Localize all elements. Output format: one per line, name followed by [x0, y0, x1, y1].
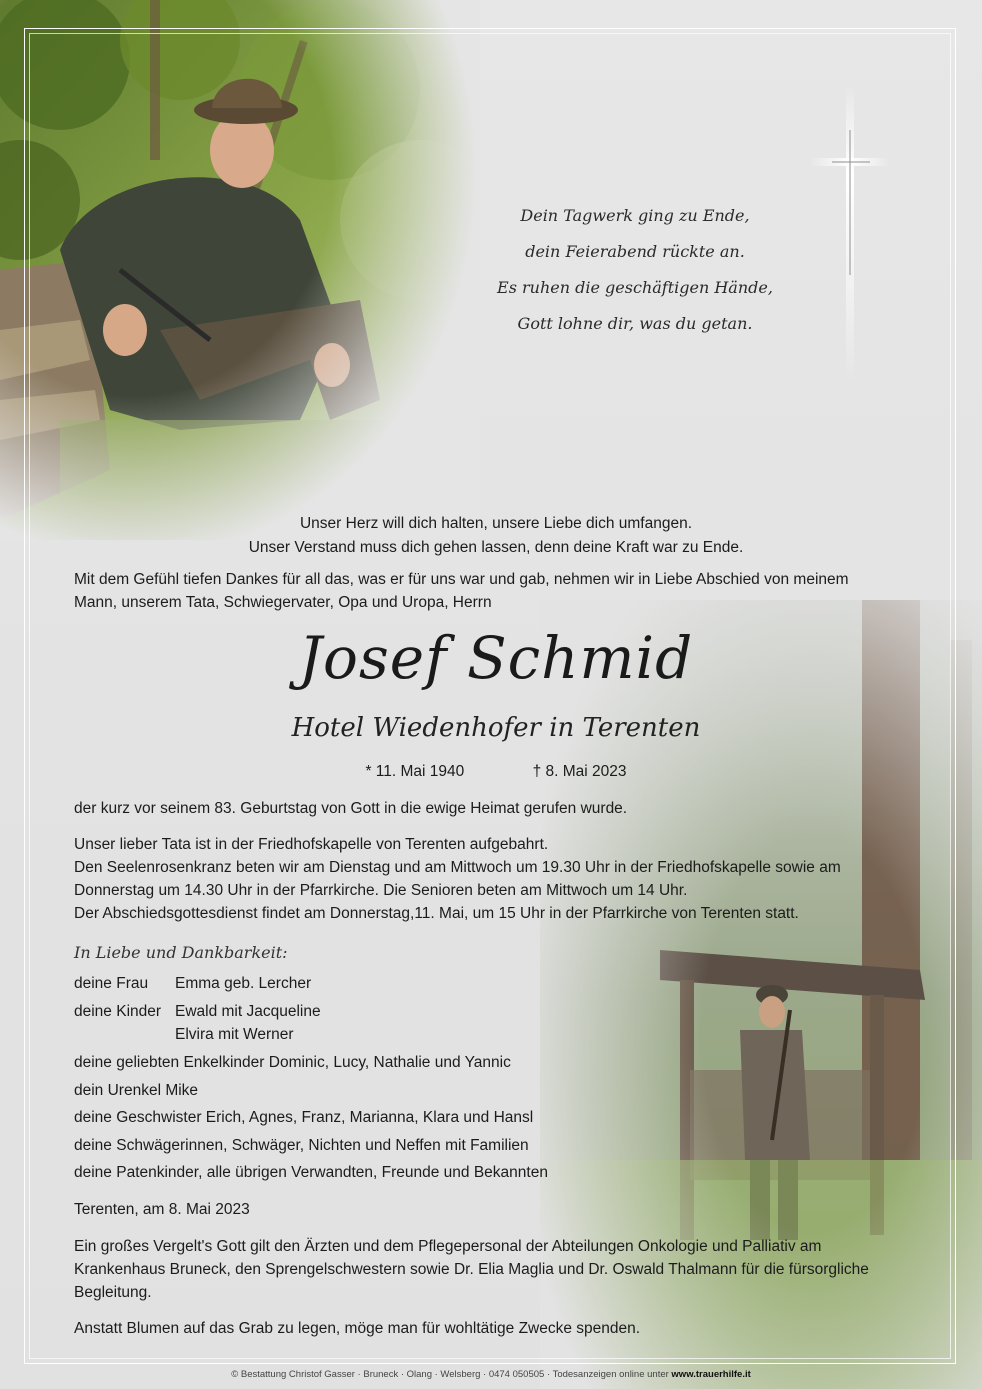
thanks-paragraph [74, 568, 918, 614]
list-item: deine Geschwister Erich, Agnes, Franz, Marianna, Klara und Hansl [74, 1109, 534, 1126]
intro-line: Unser Verstand muss dich gehen lassen, denn deine Kraft war zu Ende. [248, 539, 744, 556]
list-item: dein Urenkel Mike [74, 1081, 199, 1099]
intro-line: Unser Herz will dich halten, unsere Liebe dich umfangen. [299, 515, 693, 532]
gratitude-line: Krankenhaus Bruneck, den Sprengelschwestern sowie Dr. Elia Maglia und Dr. Oswald Thalmann für die fürsorgliche [74, 1261, 869, 1278]
gratitude-paragraph [74, 1235, 918, 1304]
donation-note: Anstatt Blumen auf das Grab zu legen, möge man für wohltätige Zwecke spenden. [74, 1320, 641, 1337]
poem-line: dein Feierabend rückte an. [525, 242, 745, 261]
list-item [74, 1025, 674, 1049]
children-label: deine Kinder [74, 1002, 162, 1020]
arrangements [74, 833, 918, 925]
thanks-line-2: Mann, unserem Tata, Schwiegervater, Opa und Uropa, Herrn [74, 594, 492, 611]
list-item [74, 970, 674, 998]
footer-text: © Bestattung Christof Gasser · Bruneck · Olang · Welsberg · 0474 050505 · Todesanzeigen online unter [231, 1369, 672, 1380]
arrangement-line: Den Seelenrosenkranz beten wir am Dienstag und am Mittwoch um 19.30 Uhr in der Friedhofskapelle sowie am [74, 859, 841, 876]
life-dates [74, 760, 918, 784]
footer [0, 1368, 982, 1382]
death-date: † 8. Mai 2023 [532, 763, 627, 780]
footer-link[interactable]: www.trauerhilfe.it [671, 1369, 751, 1380]
cross-icon [810, 85, 890, 385]
poem-line: Gott lohne dir, was du getan. [517, 314, 753, 333]
wife-label: deine Frau [74, 975, 149, 992]
intro [74, 512, 918, 560]
child-1: Ewald mit Jacqueline [175, 1002, 321, 1020]
poem-line: Es ruhen die geschäftigen Hände, [497, 278, 773, 297]
thanks-line-1: Mit dem Gefühl tiefen Dankes für all das, was er für uns war und gab, nehmen wir in Liebe Abschied von meinem [74, 571, 849, 588]
summary: der kurz vor seinem 83. Geburtstag von Gott in die ewige Heimat gerufen wurde. [74, 800, 628, 817]
list-item: deine Schwägerinnen, Schwäger, Nichten und Neffen mit Familien [74, 1136, 529, 1154]
place-date: Terenten, am 8. Mai 2023 [74, 1201, 250, 1218]
wife-name: Emma geb. Lercher [175, 975, 312, 992]
deceased-subtitle: Hotel Wiedenhofer in Terenten [291, 713, 701, 743]
poem-line: Dein Tagwerk ging zu Ende, [520, 206, 750, 225]
mourners-list [74, 970, 674, 1187]
arrangement-line: Der Abschiedsgottesdienst findet am Donnerstag,11. Mai, um 15 Uhr in der Pfarrkirche von Terenten statt. [74, 905, 799, 922]
gratitude-line: Begleitung. [74, 1284, 152, 1301]
arrangement-line: Donnerstag um 14.30 Uhr in der Pfarrkirche. Die Senioren beten am Mittwoch um 14 Uhr. [74, 882, 688, 899]
child-2: Elvira mit Werner [175, 1026, 294, 1043]
list-item: deine Patenkinder, alle übrigen Verwandten, Freunde und Bekannten [74, 1164, 548, 1181]
gratitude-line: Ein großes Vergelt's Gott gilt den Ärzten und dem Pflegepersonal der Abteilungen Onkologie und Palliativ am [74, 1238, 822, 1255]
mourners-heading: In Liebe und Dankbarkeit: [74, 943, 288, 962]
birth-date: * 11. Mai 1940 [365, 763, 465, 780]
list-item: deine geliebten Enkelkinder Dominic, Lucy, Nathalie und Yannic [74, 1054, 511, 1071]
arrangement-line: Unser lieber Tata ist in der Friedhofskapelle von Terenten aufgebahrt. [74, 836, 549, 853]
deceased-name: Josef Schmid [298, 624, 694, 692]
poem [470, 198, 800, 342]
list-item [74, 998, 674, 1026]
